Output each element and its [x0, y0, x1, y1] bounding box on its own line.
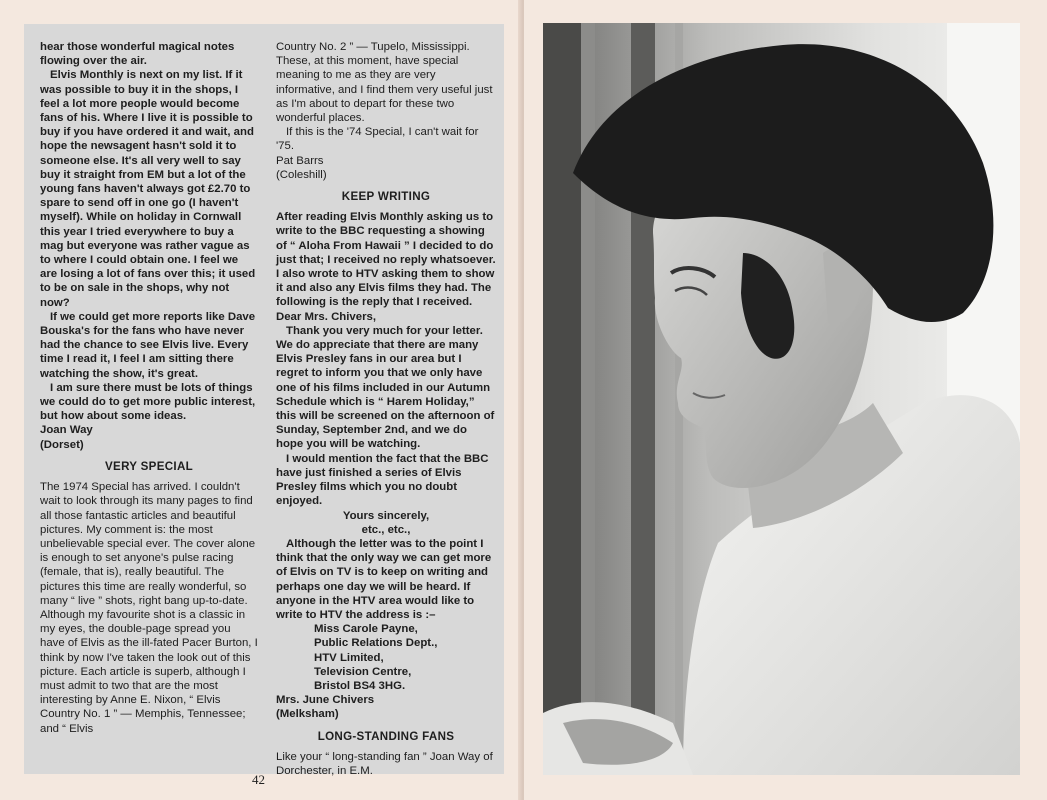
address-line: Bristol BS4 3HG. — [314, 679, 406, 692]
letters-column-left — [40, 40, 258, 736]
address-line: HTV Limited, — [314, 651, 384, 664]
signature-name: Pat Barrs — [276, 154, 324, 167]
signature-name: Joan Way — [40, 424, 93, 437]
address-line: Miss Carole Payne, — [314, 623, 418, 636]
paragraph: Thank you very much for your letter. We do appreciate that there are many Elvis Presley fans in our area but I regret to inform you that we only have one of his films included in our Autumn Schedule which is “ Harem Holiday,” this will be screened on the afternoon of Sunday, September 2nd, and we do hope you will be watching. — [276, 324, 495, 451]
signature-location: (Coleshill) — [276, 168, 327, 181]
signature-location: (Dorset) — [40, 438, 84, 451]
paragraph: Elvis Monthly is next on my list. If it was possible to buy it in the shops, I feel a lot more people would become fans of his. Where I live it is possible to buy if you have ordered it and wait, and hope the newsagent hasn't sold it to someone else. It's all very well to say buy it straight from EM but a lot of the young fans haven't always got £2.70 to spare to send off in one go (I haven't myself). While on holiday in Cornwall this year I tried everywhere to buy a mag but everyone was rather vague as to where I could obtain one. I feel we are losing a lot of fans over this; it used to be on sale in the shops, why not now? — [40, 69, 256, 309]
section-heading: LONG-STANDING FANS — [317, 729, 455, 743]
paragraph: After reading Elvis Monthly asking us to write to the BBC requesting a showing of “ Aloha From Hawaii ” I decided to do just that; I received no reply whatsoever. I also wrote to HTV asking them to show it and also any Elvis films they had. The following is the reply that I received. — [276, 211, 496, 309]
paragraph: Country No. 2 ” — Tupelo, Mississippi. These, at this moment, have special meaning to me as they are very informative, and I find them very useful just as I'm about to depart for these two wonderful places. — [276, 41, 493, 125]
paragraph: Although the letter was to the point I think that the only way we can get more of Elvis on TV is to keep on writing and perhaps one day we will be heard. If anyone in the HTV area would like to write to HTV the address is :– — [276, 537, 492, 621]
letters-column-right — [276, 40, 496, 778]
paragraph: The 1974 Special has arrived. I couldn't wait to look through its many pages to find all those fantastic articles and beautiful pictures. My comment is: the most unbelievable special ever. The cover alone is enough to set anyone's pulse racing (female, that is), really beautiful. The pictures this time are really wonderful, so many “ live ” shots, right bang up-to-date. Although my favourite shot is a classic in my eyes, the double-page spread you have of Elvis as the ill-fated Pacer Burton, I think by now I've taken the look out of this picture. Each article is superb, although I must admit to two that are the most interesting by Anne E. Nixon, “ Elvis Country No. 1 ” — Memphis, Tennessee; and “ Elvis — [40, 481, 258, 735]
address-line: Television Centre, — [314, 665, 412, 678]
paragraph: Like your “ long-standing fan ” Joan Way of Dorchester, in E.M. — [276, 750, 493, 777]
address-line: Public Relations Dept., — [314, 637, 438, 650]
paragraph: If we could get more reports like Dave Bouska's for the fans who have never had the chance to see Elvis live. Every time I read it, I feel I am sitting there watching the show, it's great. — [40, 310, 256, 380]
page-number: 42 — [252, 772, 265, 787]
elvis-portrait-photo — [543, 23, 1020, 775]
section-heading: VERY SPECIAL — [105, 459, 193, 473]
signature-location: (Melksham) — [276, 708, 339, 721]
letter-salutation: Dear Mrs. Chivers, — [276, 310, 377, 323]
paragraph: If this is the '74 Special, I can't wait for '75. — [276, 126, 479, 153]
paragraph: I would mention the fact that the BBC have just finished a series of Elvis Presley films which you no doubt enjoyed. — [276, 452, 489, 508]
letter-closing: Yours sincerely, — [342, 509, 430, 522]
section-heading: KEEP WRITING — [341, 190, 431, 204]
photo-illustration — [543, 23, 1020, 775]
letter-closing: etc., etc., — [361, 523, 411, 536]
paragraph: hear those wonderful magical notes flowing over the air. — [40, 41, 235, 68]
signature-name: Mrs. June Chivers — [276, 694, 375, 707]
left-page — [0, 0, 522, 800]
paragraph: I am sure there must be lots of things we could do to get more public interest, but how about some ideas. — [40, 381, 256, 423]
